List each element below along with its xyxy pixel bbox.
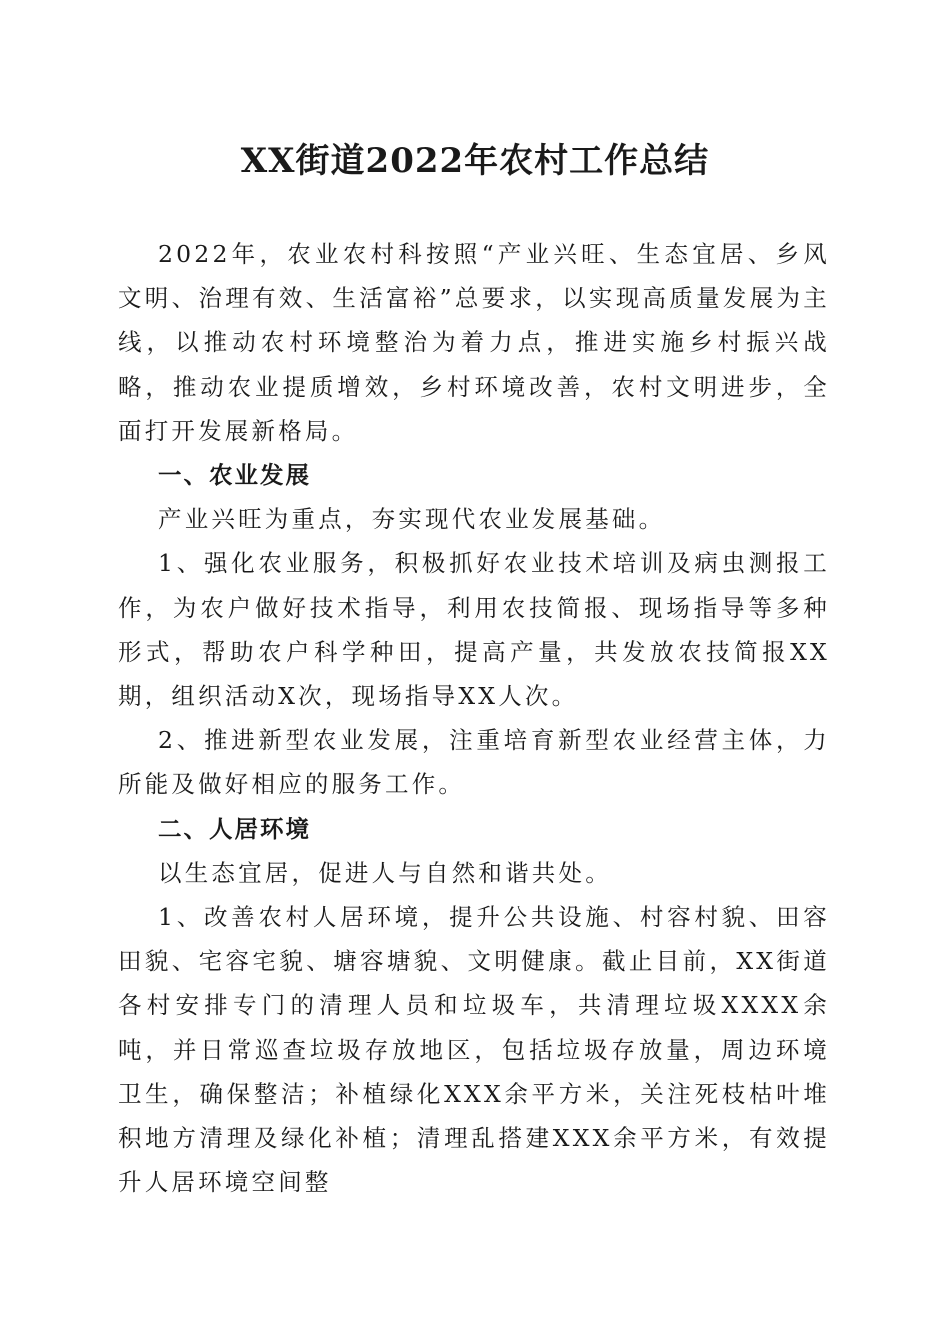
section-agriculture [118, 453, 830, 807]
section-heading: 一、农业发展 [158, 461, 311, 490]
section-paragraph: 产业兴旺为重点，夯实现代农业发展基础。 [158, 505, 666, 534]
section-heading: 二、人居环境 [158, 814, 311, 843]
section-paragraph: 1、改善农村人居环境，提升公共设施、村容村貌、田容田貌、宅容宅貌、塘容塘貌、文明健康。截止目前，XX街道各村安排专门的清理人员和垃圾车，共清理垃圾XXXX余吨，并日常巡查垃圾存放地区，包括垃圾存放量，周边环境卫生，确保整洁；补植绿化XXX余平方米，关注死枝枯叶堆积地方清理及绿化补植；清理乱搭建XXX余平方米，有效提升人居环境空间整 [118, 903, 830, 1197]
document-title: XX街道2022年农村工作总结 [240, 141, 710, 181]
document-body [118, 232, 830, 1204]
section-paragraph: 1、强化农业服务，积极抓好农业技术培训及病虫测报工作，为农户做好技术指导，利用农技简报、现场指导等多种形式，帮助农户科学种田，提高产量，共发放农技简报XX期，组织活动X次，现场指导XX人次。 [118, 549, 830, 711]
section-paragraph: 以生态宜居，促进人与自然和谐共处。 [158, 858, 612, 887]
section-paragraph: 2、推进新型农业发展，注重培育新型农业经营主体，力所能及做好相应的服务工作。 [118, 726, 830, 799]
intro-paragraph: 2022年，农业农村科按照“产业兴旺、生态宜居、乡风文明、治理有效、生活富裕”总要求，以实现高质量发展为主线，以推动农村环境整治为着力点，推进实施乡村振兴战略，推动农业提质增效，乡村环境改善，农村文明进步，全面打开发展新格局。 [118, 240, 830, 445]
section-living-environment [118, 807, 830, 1205]
